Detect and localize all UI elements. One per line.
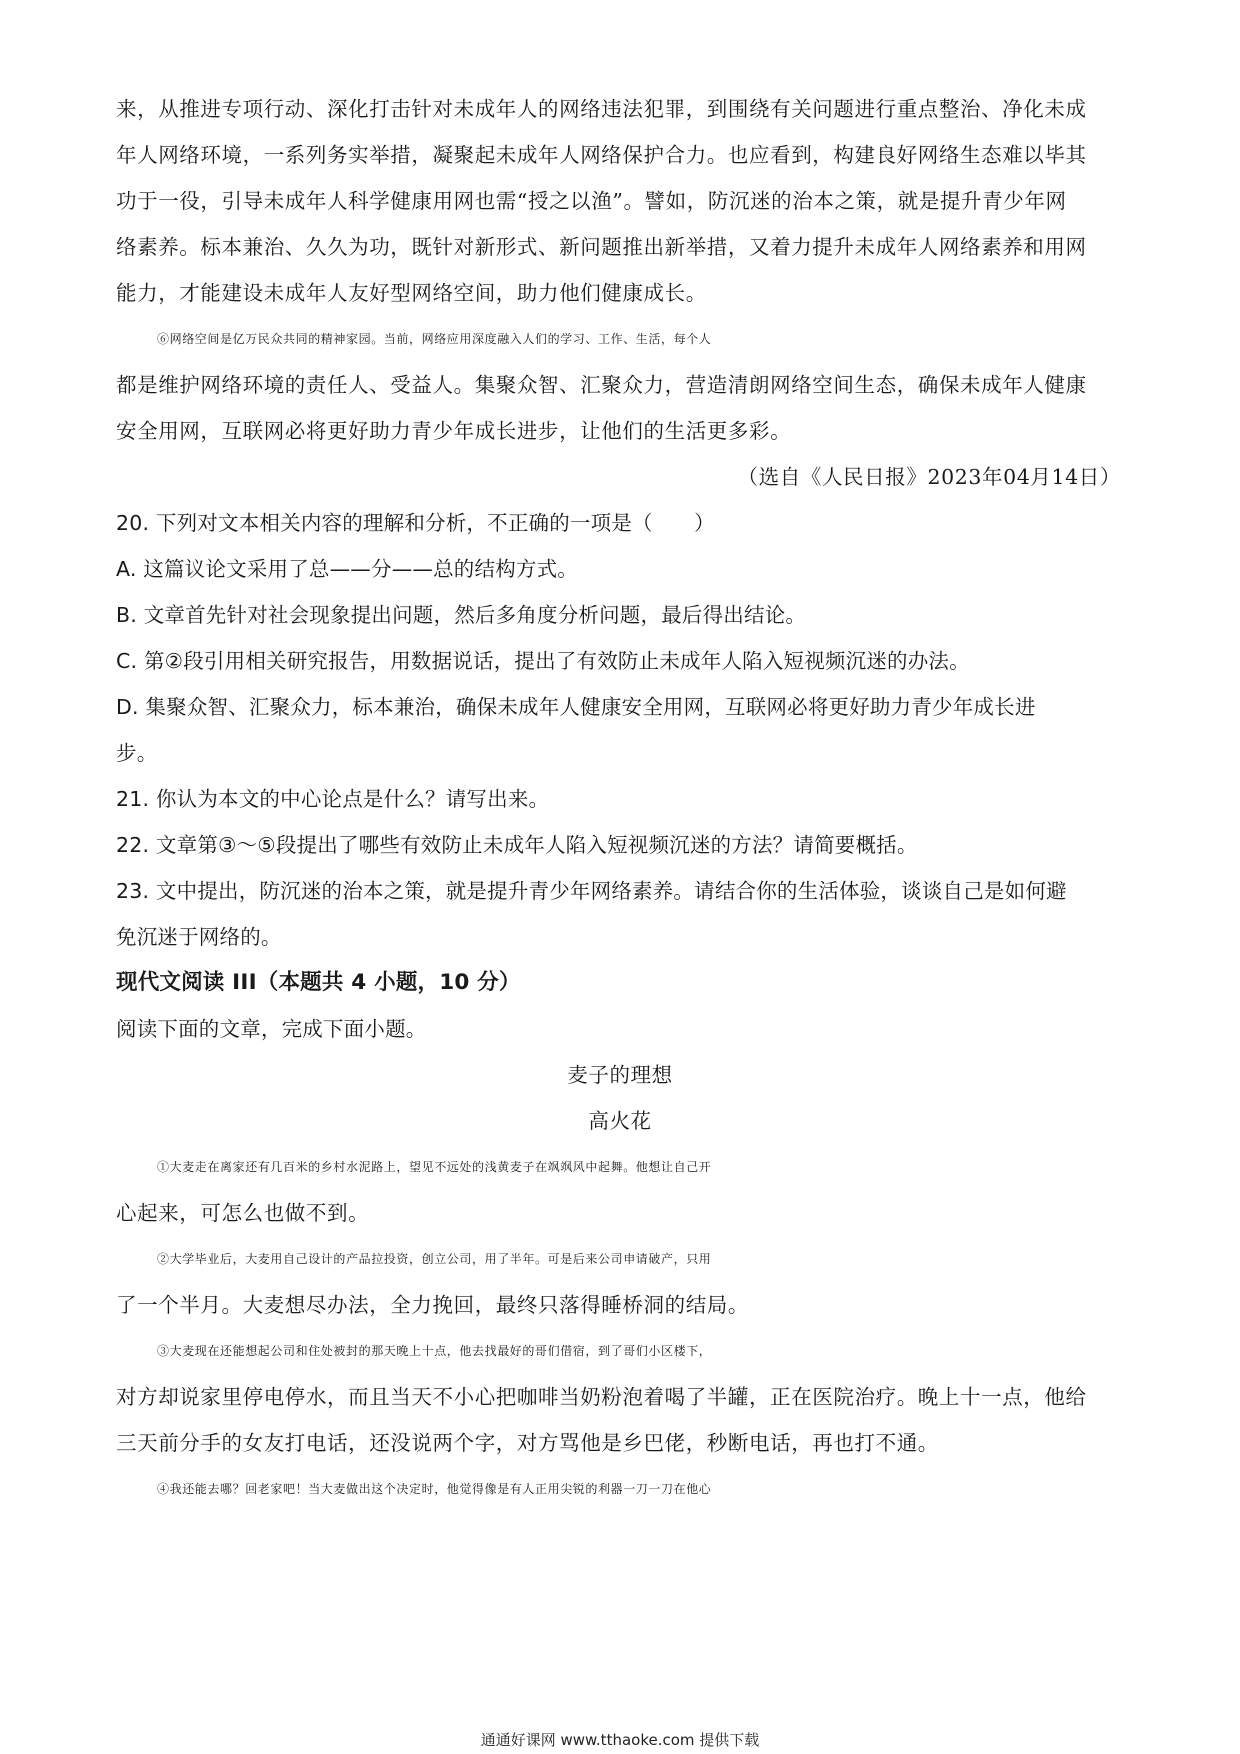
story-paragraph-2: ②大学毕业后，大麦用自己设计的产品拉投资，创立公司，用了半年。可是后来公司申请破产，只用 (157, 1252, 712, 1266)
story-paragraph-3: ③大麦现在还能想起公司和住处被封的那天晚上十点，他去找最好的哥们借宿，到了哥们小区楼下， (157, 1344, 712, 1358)
story-line: 三天前分手的女友打电话，还没说两个字，对方骂他是乡巴佬，秒断电话，再也打不通。 (116, 1431, 939, 1455)
question-20: 20. 下列对文本相关内容的理解和分析，不正确的一项是（ ） (116, 511, 715, 535)
section-heading: 现代文阅读 III（本题共 4 小题，10 分） (116, 970, 521, 995)
passage-paragraph-6: ⑥网络空间是亿万民众共同的精神家园。当前，网络应用深度融入人们的学习、工作、生活，每个人 (157, 332, 712, 346)
passage-line: 安全用网，互联网必将更好助力青少年成长进步，让他们的生活更多彩。 (116, 419, 792, 443)
question-23: 23. 文中提出，防沉迷的治本之策，就是提升青少年网络素养。请结合你的生活体验，谈谈自己是如何避 (116, 879, 1067, 903)
story-author: 高火花 (588, 1109, 652, 1133)
option-d-continued: 步。 (116, 741, 158, 765)
passage-line: 都是维护网络环境的责任人、受益人。集聚众智、汇聚众力，营造清朗网络空间生态，确保未成年人健康 (116, 373, 1087, 397)
section-instruction: 阅读下面的文章，完成下面小题。 (116, 1017, 427, 1041)
story-line: 对方却说家里停电停水，而且当天不小心把咖啡当奶粉泡着喝了半罐，正在医院治疗。晚上十一点，他给 (116, 1385, 1087, 1409)
passage-line: 能力，才能建设未成年人友好型网络空间，助力他们健康成长。 (116, 281, 707, 305)
story-paragraph-1: ①大麦走在离家还有几百米的乡村水泥路上，望见不远处的浅黄麦子在飒飒风中起舞。他想让自己开 (157, 1160, 712, 1174)
passage-line: 年人网络环境，一系列务实举措，凝聚起未成年人网络保护合力。也应看到，构建良好网络生态难以毕其 (116, 143, 1087, 167)
story-paragraph-4: ④我还能去哪？回老家吧！当大麦做出这个决定时，他觉得像是有人正用尖锐的利器一刀一刀在他心 (157, 1482, 712, 1496)
option-b: B. 文章首先针对社会现象提出问题，然后多角度分析问题，最后得出结论。 (116, 603, 807, 627)
page-footer: 通通好课网 www.tthaoke.com 提供下载 (480, 1731, 760, 1749)
story-line: 心起来，可怎么也做不到。 (116, 1201, 370, 1225)
option-d: D. 集聚众智、汇聚众力，标本兼治，确保未成年人健康安全用网，互联网必将更好助力青少年成长进 (116, 695, 1036, 719)
story-line: 了一个半月。大麦想尽办法，全力挽回，最终只落得睡桥洞的结局。 (116, 1293, 749, 1317)
story-title: 麦子的理想 (567, 1063, 673, 1087)
source-citation: （选自《人民日报》2023年04月14日） (737, 465, 1121, 489)
passage-line: 来，从推进专项行动、深化打击针对未成年人的网络违法犯罪，到围绕有关问题进行重点整治、净化未成 (116, 97, 1087, 121)
question-21: 21. 你认为本文的中心论点是什么？请写出来。 (116, 787, 550, 811)
passage-line: 络素养。标本兼治、久久为功，既针对新形式、新问题推出新举措，又着力提升未成年人网络素养和用网 (116, 235, 1087, 259)
option-c: C. 第②段引用相关研究报告，用数据说话，提出了有效防止未成年人陷入短视频沉迷的办法。 (116, 649, 970, 673)
option-a: A. 这篇议论文采用了总——分——总的结构方式。 (116, 557, 578, 581)
question-22: 22. 文章第③～⑤段提出了哪些有效防止未成年人陷入短视频沉迷的方法？请简要概括。 (116, 833, 918, 857)
passage-line: 功于一役，引导未成年人科学健康用网也需“授之以渔”。譬如，防沉迷的治本之策，就是提升青少年网 (116, 189, 1067, 213)
question-23-continued: 免沉迷于网络的。 (116, 925, 282, 949)
